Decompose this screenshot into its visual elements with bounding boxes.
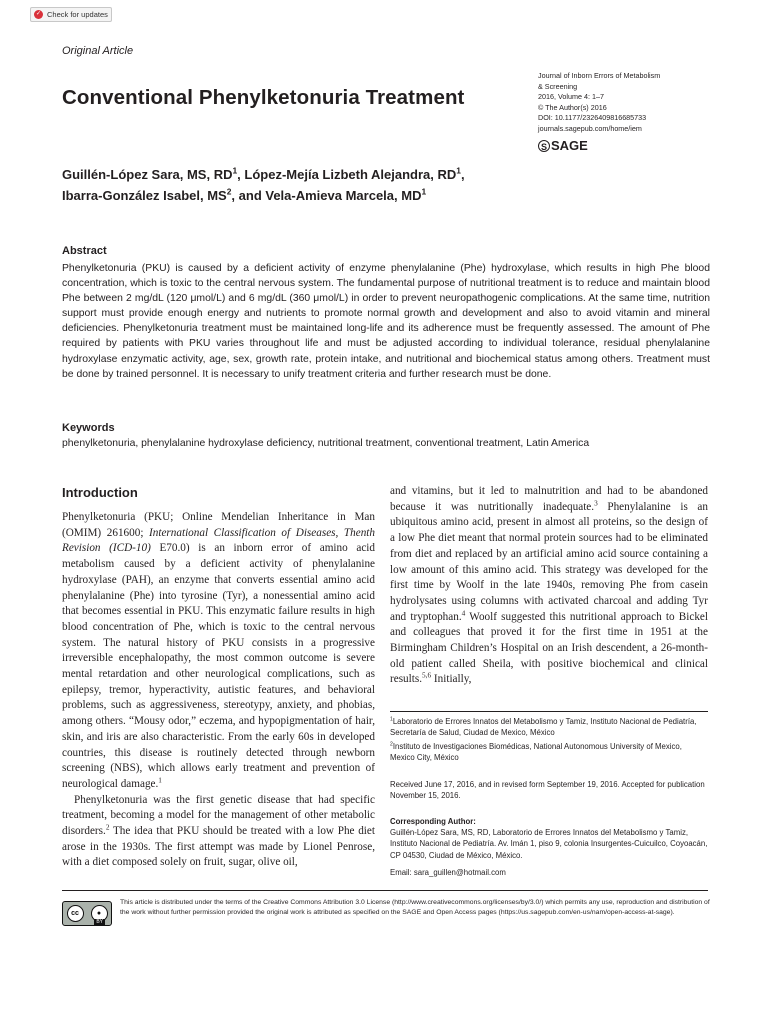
author-separator: , bbox=[237, 167, 245, 182]
corresponding-author-email[interactable]: Email: sara_guillen@hotmail.com bbox=[390, 868, 506, 877]
paragraph-text: Phenylalanine is an ubiquitous amino acid, present in almost all proteins, so the design of a low Phe diet meant that normal protein sources had to be eliminated from diet and replaced by an artificial amino acid source containing a low amount of this amino acid. This strategy was developed for the first time by Woolf in the late 1940s, removing Phe from casein hydrolysates using columns with activated charcoal and adding Tyr and tryptophan. bbox=[390, 500, 708, 623]
corresponding-author-heading: Corresponding Author: bbox=[390, 817, 476, 826]
affiliation-number: 1 bbox=[390, 716, 393, 723]
author-separator: , bbox=[460, 167, 465, 182]
author-affiliation-ref: 1 bbox=[232, 165, 238, 176]
abstract-text: Phenylketonuria (PKU) is caused by a deficient activity of enzyme phenylalanine (Phe) hydroxylase, which results in high Phe blood concentration, which is toxic to the central nervous system. The fundamental purpose of nutritional treatment is to reduce and maintain blood Phe between 2 mg/dL (120 μmol/L) and 6 mg/dL (360 μmol/L) in order to prevent neuropathogenic complications. At the same time, nutrition support must provide enough energy and nutrients to promote normal growth and development and also to avoid vitamin and mineral deficiencies. Phenylketonuria treatment must be maintained long-life and its adherence must be frequently assessed. The amount of Phe required by patients with PKU varies throughout life and must be adjusted according to individual tolerance, residual phenylalanine hydroxylase enzymatic activity, age, sex, growth rate, protein intake, and nutritional and biochemical status among others. Treatment must be done by trained personnel. It is necessary to unify treatment criteria and further research must be done. bbox=[62, 263, 710, 380]
publisher-name: SAGE bbox=[551, 138, 588, 153]
paragraph-italic-text: International Classification of Diseases, Thenth Revision (ICD-10) bbox=[62, 526, 375, 555]
author-affiliation-ref: 2 bbox=[226, 186, 232, 197]
introduction-heading: Introduction bbox=[62, 485, 138, 500]
cc-icon: cc bbox=[67, 905, 84, 922]
check-for-updates-label: Check for updates bbox=[47, 10, 108, 19]
journal-volume: 2016, Volume 4: 1–7 bbox=[538, 92, 604, 102]
journal-info bbox=[538, 71, 718, 135]
author-name: Ibarra-González Isabel, MS bbox=[62, 188, 227, 203]
citation-ref[interactable]: 1 bbox=[158, 776, 162, 785]
page-title: Conventional Phenylketonuria Treatment bbox=[62, 86, 465, 109]
paragraph-text: Phenylketonuria (PKU; Online Mendelian Inheritance in Man (OMIM) 261600; bbox=[62, 511, 375, 539]
creative-commons-logo bbox=[62, 901, 112, 926]
keywords-heading: Keywords bbox=[62, 422, 115, 434]
keywords-text: phenylketonuria, phenylalanine hydroxylase deficiency, nutritional treatment, conventional treatment, Latin America bbox=[62, 438, 590, 449]
attribution-person-icon: ● bbox=[91, 905, 108, 922]
paragraph-text: Phenylketonuria was the first genetic disease that had specific treatment, becoming a model for the management of other metabolic disorders. bbox=[62, 793, 375, 838]
cc-by-label: BY bbox=[96, 919, 103, 925]
citation-ref[interactable]: 5,6 bbox=[422, 671, 432, 680]
journal-url[interactable]: journals.sagepub.com/home/iem bbox=[538, 123, 642, 133]
check-for-updates-button[interactable] bbox=[30, 7, 112, 22]
sage-logo bbox=[538, 138, 588, 153]
journal-name-line: & Screening bbox=[538, 81, 578, 91]
paragraph bbox=[62, 510, 375, 793]
author-separator: , and bbox=[231, 188, 266, 203]
author-name: Vela-Amieva Marcela, MD bbox=[265, 188, 422, 203]
citation-ref[interactable]: 3 bbox=[594, 498, 598, 507]
paragraph bbox=[62, 793, 375, 872]
journal-name-line: Journal of Inborn Errors of Metabolism bbox=[538, 71, 661, 80]
license-divider bbox=[62, 890, 708, 891]
article-type: Original Article bbox=[62, 45, 134, 57]
paragraph-text: Initially, bbox=[431, 673, 472, 686]
paragraph-text: The idea that PKU should be treated with a low Phe diet arose in the 1930s. The first attempt was made by Lionel Penrose, with a diet composed solely on fruit, sugar, olive oil, bbox=[62, 825, 375, 869]
author-affiliation-ref: 1 bbox=[456, 165, 461, 176]
affiliation-number: 2 bbox=[390, 741, 393, 748]
paragraph bbox=[390, 484, 708, 688]
affiliation-1 bbox=[390, 716, 708, 739]
sage-logo-icon: S bbox=[538, 140, 550, 152]
affiliation-text: Laboratorio de Errores Innatos del Metabolismo y Tamiz, Instituto Nacional de Pediatría, Secretaría de Salud, Ciudad de Mexico, México bbox=[390, 717, 697, 738]
affiliation-2 bbox=[390, 741, 708, 764]
received-dates: Received June 17, 2016, and in revised form September 19, 2016. Accepted for publication November 15, 2016. bbox=[390, 780, 705, 801]
journal-copyright: © The Author(s) 2016 bbox=[538, 102, 607, 112]
body-column-left bbox=[62, 510, 375, 871]
author-name: López-Mejía Lizbeth Alejandra, RD bbox=[244, 167, 457, 182]
citation-ref[interactable]: 4 bbox=[461, 608, 466, 617]
journal-doi[interactable]: DOI: 10.1177/2326409816685733 bbox=[538, 113, 647, 123]
body-column-right bbox=[390, 484, 708, 688]
paragraph-text: and vitamins, but it led to malnutrition and had to be abandoned because it was nutritionally inadequate. bbox=[390, 485, 708, 513]
affiliation-text: Instituto de Investigaciones Biomédicas, National Autonomous University of Mexico, Mexico City, México bbox=[390, 742, 682, 763]
paragraph-text: E70.0) is an inborn error of amino acid metabolism caused by a deficient activity of phenylalanine hydroxylase (PAH), an enzyme that converts essential amino acid phenylalanine (Phe) into tyrosine (Tyr), a nonessential amino acid that becomes essential in PKU. This enzymatic failure results in high blood concentration of Phe, which is toxic to the central nervous system. The natural history of PKU consists in a progressive irreversible encephalopathy, the most common outcome is severe mental retardation and other neurological complications, such as epilepsy, tremor, hyperactivity, autistic features, and behavioral problems, such as aggressiveness, stereotypy, anxiety, and phobias, among others. “Mousy odor,” eczema, and hypopigmentation of hair, skin, and iris are also characteristic. From the early 60s in developed countries, this disease is routinely detected through newborn screening (NBS), which allows early treatment and prevention of neurological damage. bbox=[62, 542, 375, 790]
paragraph-text: Woolf suggested this nutritional approach to Bickel and colleagues that proved it for the first time in 1951 at the Birmingham Children’s Hospital on an Irish descendent, a 26-month-old patient called Sheila, with positive biochemical and clinical results. bbox=[390, 610, 709, 686]
abstract-heading: Abstract bbox=[62, 245, 107, 257]
author-name: Guillén-López Sara, MS, RD bbox=[62, 167, 233, 182]
corresponding-author-text: Guillén-López Sara, MS, RD, Laboratorio de Errores Innatos del Metabolismo y Tamiz, Instituto Nacional de Pediatría. Av. Imán 1, piso 9, colonia Insurgentes-Cuicuilco, Coyoacán, CP 04530, Ciudad de México, México. bbox=[390, 828, 708, 860]
author-list bbox=[62, 164, 465, 206]
footnote-divider bbox=[390, 711, 708, 712]
author-affiliation-ref: 1 bbox=[421, 186, 427, 197]
license-text: This article is distributed under the terms of the Creative Commons Attribution 3.0 License (http://www.creativecommons.org/licenses/by/3.0/) which permits any use, reproduction and distribution of the work without further permission provided the original work is attributed as specified on the SAGE and Open Access pages (https://us.sagepub.com/en-us/nam/open-access-at-sage). bbox=[120, 899, 710, 916]
author-line bbox=[62, 185, 465, 206]
check-for-updates-icon: ✓ bbox=[35, 11, 42, 17]
citation-ref[interactable]: 2 bbox=[105, 823, 110, 832]
author-line bbox=[62, 164, 465, 185]
